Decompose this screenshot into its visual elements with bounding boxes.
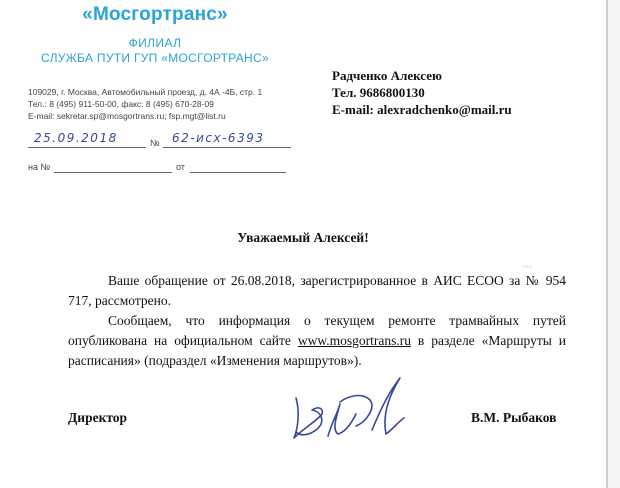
- incoming-date-label: от: [176, 162, 185, 172]
- paragraph-1: [68, 271, 566, 311]
- sender-email: E-mail: sekretar.sp@mosgortrans.ru; fsp.mgt@list.ru: [28, 111, 226, 121]
- signatory-name: В.М. Рыбаков: [471, 410, 557, 425]
- paragraph-2-end: в разделе «Маршруты и расписания» (подраздел «Изменения маршрутов»).: [68, 333, 566, 368]
- handwritten-signature: [282, 372, 422, 452]
- recipient-email: E-mail: alexradchenko@mail.ru: [332, 102, 512, 117]
- recipient-name: Радченко Алексею: [332, 68, 442, 83]
- paragraph-2: [68, 311, 566, 371]
- sender-address: 109029, г. Москва, Автомобильный проезд, д. 4А -4Б, стр. 1: [28, 87, 263, 97]
- outgoing-date: 25.09.2018: [34, 131, 118, 145]
- signatory-position: Директор: [68, 410, 128, 425]
- incoming-number-line: [54, 172, 172, 173]
- sender-phone: Тел.: 8 (495) 911-50-00, факс: 8 (495) 670-28-09: [28, 99, 214, 109]
- paragraph-1-text: Ваше обращение от 26.08.2018, зарегистрированное в АИС ЕСОО за № 954 717, рассмотрено.: [68, 273, 566, 308]
- incoming-number-label: на №: [28, 162, 51, 172]
- paragraph-2-start: Сообщаем, что информация о текущем ремонте трамвайных путей опубликована на официальном сайте: [68, 313, 566, 348]
- outgoing-number: 62-исх-6393: [172, 131, 265, 145]
- recipient-phone: Тел. 9686800130: [332, 85, 425, 100]
- sender-brand: «Мосгортранс»: [82, 4, 228, 25]
- website-link[interactable]: www.mosgortrans.ru: [297, 333, 411, 348]
- page-edge: [606, 0, 608, 488]
- bleed-through-mark: •••: [522, 262, 533, 273]
- number-label: №: [150, 138, 160, 148]
- number-underline: [163, 147, 291, 148]
- incoming-date-line: [190, 172, 286, 173]
- greeting: Уважаемый Алексей!: [237, 230, 369, 245]
- date-underline: [28, 147, 146, 148]
- sender-branch: ФИЛИАЛ: [128, 36, 182, 50]
- sender-service: СЛУЖБА ПУТИ ГУП «МОСГОРТРАНС»: [41, 51, 269, 65]
